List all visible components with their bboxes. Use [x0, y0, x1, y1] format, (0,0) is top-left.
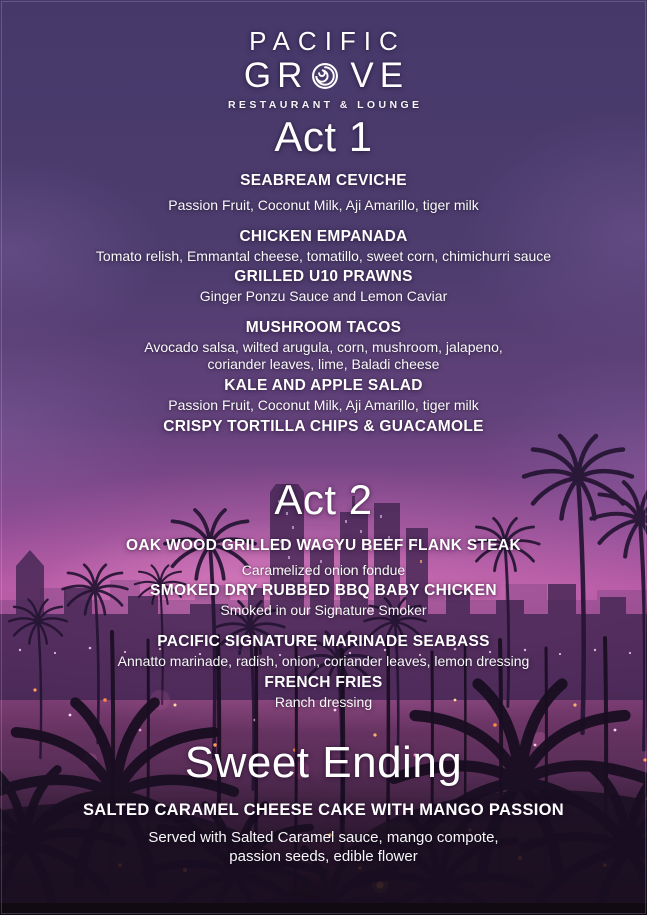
menu-item-desc: Served with Salted Caramel sauce, mango compote,: [148, 829, 499, 847]
menu-item-name: KALE AND APPLE SALAD: [224, 376, 423, 394]
menu-group: [126, 537, 521, 624]
menu-item-desc: Annatto marinade, radish, onion, coriander leaves, lemon dressing: [117, 653, 530, 670]
menu-item-desc: Ginger Ponzu Sauce and Lemon Caviar: [199, 288, 448, 305]
menu-item-name: FRENCH FRIES: [264, 674, 383, 692]
menu-item: [150, 582, 497, 619]
menu-item-name: CRISPY TORTILLA CHIPS & GUACAMOLE: [163, 417, 484, 435]
section-menu: [96, 172, 551, 439]
menu-item-name: MUSHROOM TACOS: [245, 319, 402, 337]
menu-item-desc: Tomato relish, Emmantal cheese, tomatillo, sweet corn, chimichurri sauce: [95, 247, 552, 264]
menu-item: [264, 674, 382, 711]
menu-item-desc: coriander leaves, lime, Baladi cheese: [207, 356, 440, 373]
logo-swirl-icon: [310, 61, 340, 91]
menu-group: [83, 801, 564, 870]
menu-group: [118, 633, 530, 715]
section-act-2: [118, 476, 530, 715]
menu-item: [144, 319, 503, 373]
logo-name-line1: PACIFIC: [249, 26, 406, 56]
menu-group: [144, 319, 503, 439]
logo-name-line2: [238, 56, 409, 96]
section-title: Sweet Ending: [184, 737, 463, 787]
menu-item: [96, 228, 551, 265]
menu-item-name: GRILLED U10 PRAWNS: [234, 268, 413, 286]
menu-item-desc: Smoked in our Signature Smoker: [220, 602, 427, 619]
section-title: Act 2: [274, 475, 373, 523]
menu-item-name: OAK WOOD GRILLED WAGYU BEEF FLANK STEAK: [126, 536, 521, 554]
menu-item: [163, 418, 484, 435]
section-menu: [118, 537, 530, 715]
section-sweet-ending: [83, 737, 564, 870]
menu-item-desc: Passion Fruit, Coconut Milk, Aji Amarillo, tiger milk: [168, 396, 479, 413]
menu-item-name: SEABREAM CEVICHE: [240, 171, 407, 189]
menu-item-desc: Avocado salsa, wilted arugula, corn, mushroom, jalapeno,: [144, 339, 503, 356]
menu-item-name: SMOKED DRY RUBBED BBQ BABY CHICKEN: [150, 582, 497, 600]
menu-item-name: PACIFIC SIGNATURE MARINADE SEABASS: [157, 633, 490, 651]
menu-item-name: SALTED CARAMEL CHEESE CAKE WITH MANGO PASSION: [82, 800, 565, 819]
menu-item: [168, 172, 478, 214]
menu-group: [168, 172, 478, 218]
logo-name-line2-pre: GR: [243, 56, 309, 95]
restaurant-logo: [225, 26, 423, 111]
menu-item: [118, 633, 530, 670]
menu-item: [83, 801, 564, 866]
menu-item-name: CHICKEN EMPANADA: [239, 227, 408, 245]
menu-item: [126, 537, 521, 579]
menu-item-desc: Caramelized onion fondue: [241, 561, 406, 578]
menu-item: [200, 268, 447, 305]
section-title: Act 1: [274, 113, 373, 160]
menu-item-desc: Ranch dressing: [274, 694, 373, 711]
section-menu: [83, 801, 564, 870]
menu-item: [168, 377, 478, 414]
menu-group: [96, 228, 551, 310]
section-act-1: [96, 111, 551, 439]
logo-tagline: RESTAURANT & LOUNGE: [227, 99, 423, 111]
logo-name-line2-post: VE: [350, 56, 410, 95]
menu-item-desc: Passion Fruit, Coconut Milk, Aji Amarillo, tiger milk: [168, 196, 479, 213]
menu-item-desc: passion seeds, edible flower: [229, 848, 418, 866]
